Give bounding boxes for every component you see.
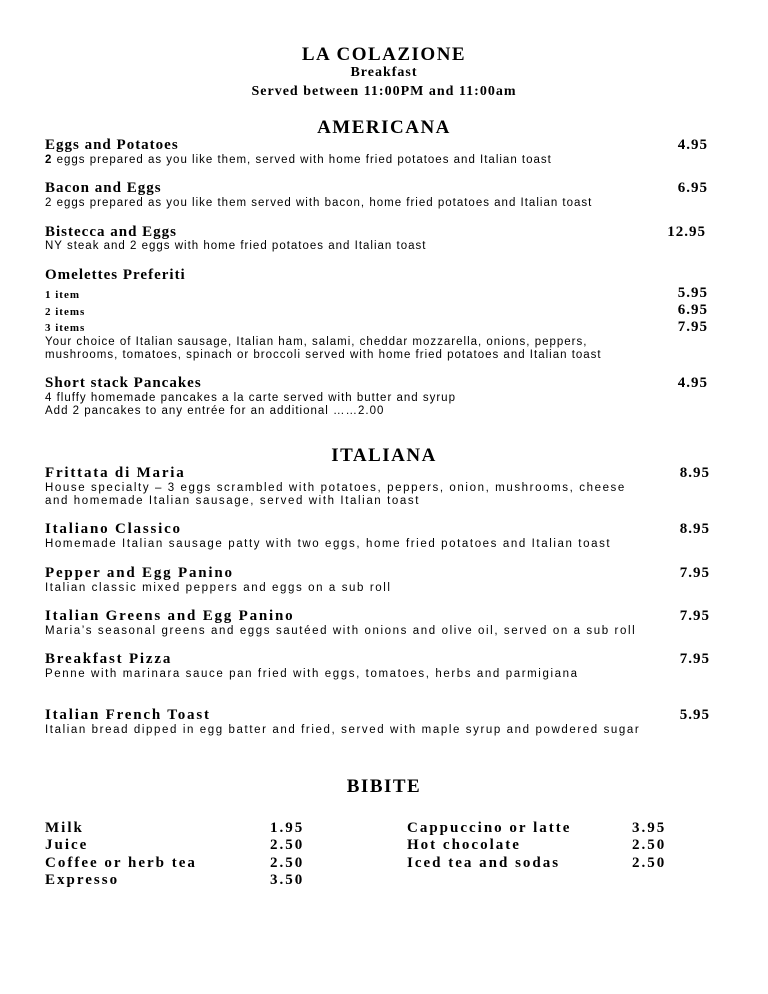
item-price: 6.95 [677, 180, 708, 196]
item-description: 2 eggs prepared as you like them served with bacon, home fried potatoes and Italian toast [45, 197, 593, 209]
item-description: NY steak and 2 eggs with home fried potatoes and Italian toast [45, 240, 427, 252]
item-description: and homemade Italian sausage, served with Italian toast [45, 495, 421, 507]
beverage-price: 2.50 [632, 837, 667, 853]
beverage-name: Hot chocolate [407, 837, 521, 853]
item-name: Short stack Pancakes [45, 375, 202, 391]
item-description: mushrooms, tomatoes, spinach or broccoli served with home fried potatoes and Italian toast [45, 349, 602, 361]
item-price: 12.95 [667, 224, 706, 240]
beverage-name: Juice [45, 837, 89, 853]
item-name: Bacon and Eggs [45, 180, 162, 196]
item-description: Add 2 pancakes to any entrée for an additional ……2.00 [45, 405, 385, 417]
item-name: Pepper and Egg Panino [45, 565, 234, 581]
item-price: 5.95 [679, 707, 710, 723]
beverage-name: Iced tea and sodas [407, 855, 561, 871]
item-price: 7.95 [679, 651, 710, 667]
menu-subtitle: Breakfast [350, 65, 418, 80]
item-name: Eggs and Potatoes [45, 137, 179, 153]
option-price: 7.95 [677, 319, 708, 335]
option-label: 2 items [45, 306, 86, 318]
menu-title: LA COLAZIONE [301, 44, 467, 65]
item-description [45, 154, 552, 166]
beverage-price: 2.50 [632, 855, 667, 871]
item-price: 4.95 [677, 137, 708, 153]
beverage-name: Coffee or herb tea [45, 855, 197, 871]
beverage-name: Milk [45, 820, 84, 836]
beverage-price: 2.50 [270, 855, 305, 871]
item-description: Italian classic mixed peppers and eggs on a sub roll [45, 582, 392, 594]
item-name: Breakfast Pizza [45, 651, 173, 667]
section-heading-americana: AMERICANA [317, 117, 451, 138]
item-name: Omelettes Preferiti [45, 267, 186, 283]
item-name: Italian Greens and Egg Panino [45, 608, 295, 624]
item-name: Italiano Classico [45, 521, 182, 537]
beverage-price: 3.50 [270, 872, 305, 888]
option-label: 1 item [45, 289, 81, 301]
item-price: 8.95 [679, 521, 710, 537]
item-price: 7.95 [679, 608, 710, 624]
beverage-name: Cappuccino or latte [407, 820, 572, 836]
item-description-lead: 2 [45, 154, 53, 166]
beverage-price: 2.50 [270, 837, 305, 853]
option-price: 5.95 [677, 285, 708, 301]
item-description: Maria’s seasonal greens and eggs sautéed with onions and olive oil, served on a sub roll [45, 625, 637, 637]
item-description: Penne with marinara sauce pan fried with eggs, tomatoes, herbs and parmigiana [45, 668, 579, 680]
item-description: Homemade Italian sausage patty with two eggs, home fried potatoes and Italian toast [45, 538, 612, 550]
item-name: Frittata di Maria [45, 465, 186, 481]
item-price: 7.95 [679, 565, 710, 581]
item-description: 4 fluffy homemade pancakes a la carte served with butter and syrup [45, 392, 456, 404]
beverage-name: Expresso [45, 872, 120, 888]
beverage-price: 3.95 [632, 820, 667, 836]
section-heading-bibite: BIBITE [346, 776, 422, 797]
option-label: 3 items [45, 322, 86, 334]
beverage-price: 1.95 [270, 820, 305, 836]
item-description: Your choice of Italian sausage, Italian ham, salami, cheddar mozzarella, onions, peppers, [45, 336, 588, 348]
item-description: Italian bread dipped in egg batter and fried, served with maple syrup and powdered sugar [45, 724, 641, 736]
item-name: Bistecca and Eggs [45, 224, 178, 240]
item-price: 4.95 [677, 375, 708, 391]
item-description: House specialty – 3 eggs scrambled with potatoes, peppers, onion, mushrooms, cheese [45, 482, 626, 494]
item-name: Italian French Toast [45, 707, 211, 723]
item-description-text: eggs prepared as you like them, served with home fried potatoes and Italian toast [52, 154, 552, 166]
section-heading-italiana: ITALIANA [331, 445, 437, 466]
service-hours: Served between 11:00PM and 11:00am [251, 84, 517, 99]
option-price: 6.95 [677, 302, 708, 318]
item-price: 8.95 [679, 465, 710, 481]
